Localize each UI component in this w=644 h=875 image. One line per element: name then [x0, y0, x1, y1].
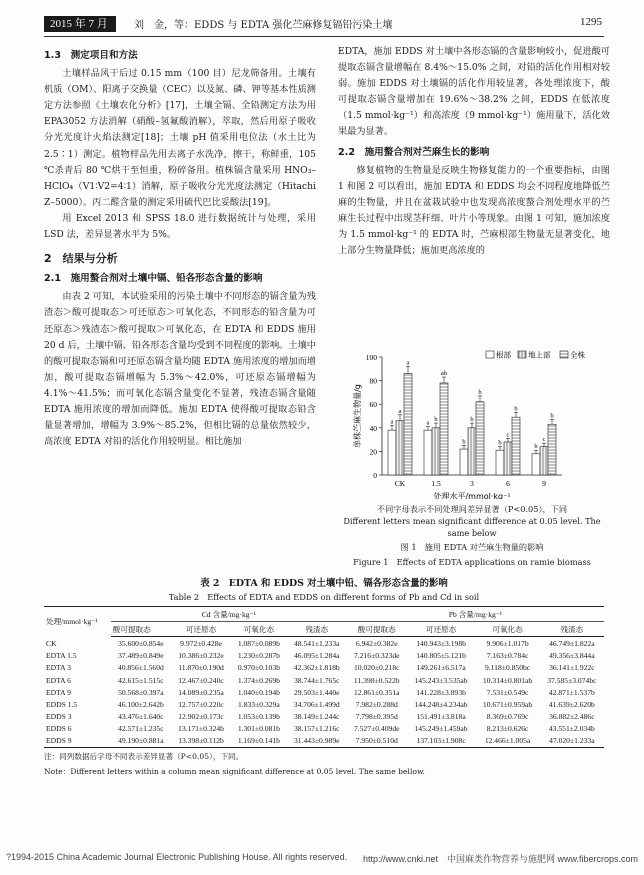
table-cell: 37.585±3.074bc — [547, 675, 597, 685]
section-2-heading: 2 结果与分析 — [44, 252, 118, 266]
left-column — [44, 44, 316, 450]
table-row — [44, 723, 604, 735]
page-header — [0, 12, 644, 38]
significance-letter: b — [550, 412, 554, 420]
table-cell: 35.600±0.854e — [118, 638, 164, 648]
table-cell: EDTA 9 — [46, 687, 71, 697]
subcol-header: 残渣态 — [540, 622, 604, 637]
right-column — [338, 44, 610, 259]
subcol-header: 可氧化态 — [475, 622, 539, 637]
issue-date-box: 2015 年 7 月 — [44, 16, 116, 32]
bar-2 — [476, 402, 484, 475]
table-row — [44, 637, 604, 650]
table-cell: 8.213±0.626c — [486, 724, 529, 734]
table-cell: 49.190±0.881a — [111, 735, 171, 748]
table-cell: 43.476±1.640c — [118, 712, 164, 722]
table-cell: 1.087±0.089b — [237, 638, 280, 648]
x-tick-label: CK — [394, 479, 406, 488]
table-cell: EDDS 1.5 — [46, 699, 78, 709]
table-cell: 42.871±1.537b — [548, 687, 595, 697]
table-cell: 10.386±0.232e — [178, 651, 224, 661]
table-cell: EDDS 3 — [46, 712, 72, 722]
table-cell: 140.943±3.198b — [416, 638, 466, 648]
bar-1 — [540, 447, 548, 475]
table-cell: 12.757±0.220c — [178, 699, 224, 709]
table-cell: 9.118±0.850bc — [484, 663, 531, 673]
table-cell: 1.374±0.269b — [237, 675, 280, 685]
y-tick-label: 80 — [369, 376, 377, 386]
table-cell: 13.171±0.324b — [178, 724, 224, 734]
table-cell: CK — [46, 638, 57, 648]
table-cell: 145.243±3.535ab — [414, 675, 468, 685]
significance-letter: a — [390, 418, 394, 426]
figure-note-en: Different letters mean significant difference at 0.05 level. The same below — [343, 516, 601, 538]
page-footer — [6, 852, 638, 862]
y-tick-label: 100 — [365, 353, 377, 362]
table-row — [44, 662, 604, 674]
table-cell: 43.551±2.034b — [548, 724, 595, 734]
significance-letter: b — [478, 388, 482, 396]
y-tick-label: 0 — [373, 471, 377, 480]
bar-1 — [432, 428, 440, 475]
significance-letter: c — [506, 431, 510, 439]
table-cell: 41.639±2.620b — [548, 699, 595, 709]
table-cell: 37.489±0.849e — [118, 651, 164, 661]
bar-0 — [424, 430, 432, 475]
table-cell: 1.040±0.194b — [237, 687, 280, 697]
significance-letter: a — [398, 407, 402, 415]
bar-2 — [512, 417, 520, 475]
table-cell: 137.103±1.908c — [407, 735, 476, 748]
bar-0 — [388, 430, 396, 475]
significance-letter: a — [426, 419, 430, 427]
table-cell: 48.541±1.233a — [293, 638, 340, 648]
table-title-en: Table 2 Effects of EDTA and EDDS on different forms of Pb and Cd in soil — [168, 592, 480, 602]
x-tick-label: 9 — [542, 479, 546, 488]
figure-1 — [338, 347, 606, 572]
y-tick-label: 60 — [369, 400, 377, 410]
data-table — [44, 606, 604, 748]
table-cell: EDTA 6 — [46, 675, 71, 685]
table-cell: 13.398±0.112b — [171, 735, 231, 748]
table-row — [44, 711, 604, 723]
results-continued-paragraph: EDTA，施加 EDDS 对土壤中各形态镉的含量影响较小，促进酸可提取态镉含量增幅在 8.4%～15.0% 之间，对铅的活化作用相对较弱。施加 EDDS 对土壤镉的活化作用较显著，各处理浓度下，酸可提取态镉含量增加在 19.6%～38.2% 之间，EDDS 在低浓度（1.5 mmol·kg⁻¹）和高浓度（9 mmol·kg⁻¹）施用量下，活化效果最为显著。 — [338, 46, 610, 138]
table-cell: 149.261±6.517a — [416, 663, 466, 673]
bar-1 — [504, 442, 512, 475]
table-cell: 38.149±1.244c — [293, 712, 340, 722]
figure-caption-en: Figure 1 Effects of EDTA applications on ramie biomass — [353, 557, 591, 567]
legend-swatch — [518, 351, 526, 358]
table-cell: 38.157±1.216c — [293, 724, 340, 734]
subcol-header: 可还原态 — [171, 622, 231, 637]
table-cell: 40.856±1.560d — [117, 663, 164, 673]
bar-1 — [468, 428, 476, 475]
table-cell: 1.833±0.329a — [238, 699, 280, 709]
table-cell: EDTA 1.5 — [46, 651, 77, 661]
table-cell: 144.248±4.234ab — [414, 699, 468, 709]
bar-2 — [404, 374, 412, 475]
table-cell: 145.249±1.459ab — [414, 724, 468, 734]
table-cell: EDDS 9 — [44, 735, 111, 748]
table-row — [44, 735, 604, 748]
table-cell: 10.314±0.801ab — [482, 675, 533, 685]
table-cell: 12.466±1.005a — [475, 735, 539, 748]
bar-2 — [548, 424, 556, 475]
x-tick-label: 3 — [470, 479, 474, 488]
table-cell: 1.301±0.081b — [237, 724, 280, 734]
figure-caption-cn: 图 1 施用 EDTA 对苎麻生物量的影响 — [400, 542, 544, 552]
table-cell: 31.443±0.989e — [287, 735, 347, 748]
copyright-text: ?1994-2015 China Academic Journal Electronic Publishing House. All rights reserved. — [6, 852, 348, 862]
legend-swatch — [560, 351, 568, 358]
table-cell: 49.356±3.844a — [549, 651, 595, 661]
subcol-header: 残渣态 — [287, 622, 347, 637]
header-rule — [44, 36, 604, 37]
biomass-paragraph: 修复植物的生物量是反映生物修复能力的一个重要指标，由图 1 和图 2 可以看出，施加 EDTA 和 EDDS 均会不同程度地降低苎麻的生物量，并且在盆栽试验中也发现高浓度螯合剂处理水平的苎麻生长过程中出现茎秆细、叶片小等现象。由图 1 可知，施加浓度为 1.5 mmol·kg⁻¹ 的 EDTA 时，苎麻根部生物量无显著变化，地上部分生物量降低；施加更高浓度的 — [338, 164, 610, 257]
table-cell: 14.089±0.235a — [178, 687, 224, 697]
subcol-header: 酸可提取态 — [347, 622, 407, 637]
bar-0 — [460, 449, 468, 475]
x-tick-label: 6 — [506, 479, 510, 488]
subcol-header: 可还原态 — [407, 622, 476, 637]
legend-label: 根部 — [496, 350, 511, 360]
legend-label: 地上部 — [528, 350, 551, 360]
table-cell: 42.362±1.818b — [293, 663, 340, 673]
table-cell: 11.398±0.522b — [353, 675, 400, 685]
table-cell: 46.749±1.822a — [549, 638, 595, 648]
table-cell: 7.216±0.323de — [353, 651, 400, 661]
footer-url: http://www.cnki.net 中国麻类作物营养与施肥网 www.fibercrops.com — [362, 854, 638, 864]
table-cell: 36.141±1.922c — [549, 663, 595, 673]
significance-letter: b — [514, 405, 518, 413]
pb-group-header: Pb 含量/mg·kg⁻¹ — [347, 607, 604, 622]
table-cell: 29.503±1.440e — [293, 687, 340, 697]
table-cell: 7.950±0.510d — [347, 735, 407, 748]
significance-letter: b — [462, 438, 466, 446]
table-cell: 1.053±0.139b — [237, 712, 280, 722]
table-cell: 47.020±1.233a — [540, 735, 604, 748]
table-cell: 9.906±1.017b — [486, 638, 529, 648]
table-note-en: Note：Different letters within a column mean significant difference at 0.05 level. The same bellow. — [44, 767, 425, 777]
table-cell: EDDS 6 — [46, 724, 72, 734]
table-cell: 12.861±0.351a — [353, 687, 400, 697]
table-cell: 11.870±0.190d — [178, 663, 224, 673]
table-cell: 141.228±3.893b — [416, 687, 466, 697]
table-cell: 151.491±3.818a — [416, 712, 466, 722]
biomass-bar-chart — [338, 347, 606, 499]
significance-letter: b — [470, 416, 474, 424]
table-note-cn: 注：同列数据后字母不同表示差异显著（P<0.05），下同。 — [44, 752, 244, 762]
table-cell: 10.020±0.218c — [353, 663, 400, 673]
x-tick-label: 1.5 — [431, 479, 441, 488]
y-tick-label: 40 — [369, 423, 377, 433]
table-cell: 42.615±1.515c — [118, 675, 164, 685]
table-row — [44, 686, 604, 698]
table-cell: 0.970±0.103b — [237, 663, 280, 673]
table-title-cn: 表 2 EDTA 和 EDDS 对土壤中铅、镉各形态含量的影响 — [200, 578, 448, 589]
bar-0 — [532, 454, 540, 475]
table-cell: 1.230±0.287b — [237, 651, 280, 661]
cd-group-header: Cd 含量/mg·kg⁻¹ — [111, 607, 347, 622]
table-cell: 46.100±2.642b — [117, 699, 164, 709]
legend-label: 全株 — [570, 350, 585, 360]
table-cell: 9.972±0.428e — [180, 638, 222, 648]
table-cell: EDTA 3 — [46, 663, 71, 673]
table-cell: 10.671±0.959ab — [482, 699, 533, 709]
legend-swatch — [486, 351, 494, 358]
table-cell: 7.982±0.288d — [355, 699, 398, 709]
figure-note-cn: 不同字母表示不同处理间差异显著（P<0.05），下同 — [376, 504, 568, 514]
subcol-header: 酸可提取态 — [111, 622, 171, 637]
bar-2 — [440, 383, 448, 475]
table-cell: 34.706±1.499d — [293, 699, 340, 709]
statistics-paragraph: 用 Excel 2013 和 SPSS 18.0 进行数据统计与处理，采用 LSD 法，差异显著水平为 5%。 — [44, 212, 316, 241]
table-cell: 46.095±1.284a — [293, 651, 340, 661]
significance-letter: b — [498, 439, 502, 447]
table-cell: 8.369±0.769c — [486, 712, 529, 722]
results-paragraph: 由表 2 可知，本试验采用的污染土壤中不同形态的镉含量为残渣态＞酸可提取态＞可还原态＞可氧化态，不同形态的铅含量为可还原态＞残渣态＞酸可提取＞可氧化态，在 EDTA 和 EDDS 施用 20 d 后，土壤中镉、铅各形态含量均受到不同程度的影响。土壤中的酸可提取态镉和可还原态镉含量均随 EDTA 施用浓度的增加而增加，酸可提取态镉增幅为 5.3%～42.0%，可还原态镉增幅为 4.1%～41.5%；而可氧化态镉含量变化不显著，残渣态镉含量随 EDTA 施用浓度的增加而降低。施加 EDTA 使得酸可提取态铅含量显著增加，增幅为 3.9%～85.2%，但相比镉的总量依然较少，高浓度 EDTA 对铅的活化作用较明显。相比施加 — [44, 291, 316, 448]
section-1-3-heading: 1.3 测定项目和方法 — [44, 50, 138, 61]
running-title: 刘 金，等：EDDS 与 EDTA 强化苎麻修复镉铅污染土壤 — [134, 20, 393, 31]
bar-1 — [396, 421, 404, 475]
table-cell: 7.163±0.784c — [486, 651, 529, 661]
table-cell: 7.531±0.549c — [486, 687, 529, 697]
table-cell: 50.568±0.397a — [118, 687, 164, 697]
table-cell: 7.527±0.409de — [353, 724, 400, 734]
table-cell: 7.798±0.395d — [355, 712, 398, 722]
table-cell: 42.571±1.235c — [118, 724, 164, 734]
table-row — [44, 650, 604, 662]
table-cell: 36.882±2.486c — [549, 712, 595, 722]
significance-letter: b — [434, 416, 438, 424]
table-cell: 12.467±0.240c — [178, 675, 224, 685]
table-2 — [44, 577, 604, 778]
table-row — [44, 674, 604, 686]
table-cell: 6.942±0.382e — [355, 638, 398, 648]
significance-letter: c — [542, 436, 546, 444]
y-tick-label: 20 — [369, 447, 377, 457]
section-2-2-heading: 2.2 施用螯合剂对苎麻生长的影响 — [338, 146, 490, 158]
section-2-1-heading: 2.1 施用螯合剂对土壤中镉、铅各形态含量的影响 — [44, 273, 263, 285]
table-cell: 1.169±0.141b — [231, 735, 287, 748]
page-number: 1295 — [580, 16, 602, 28]
treatment-header: 处理/mmol·kg⁻¹ — [44, 607, 111, 637]
significance-letter: b — [534, 443, 538, 451]
y-axis-label: 单株苎麻生物量/g — [353, 384, 362, 448]
subcol-header: 可氧化态 — [231, 622, 287, 637]
table-cell: 12.902±0.173c — [178, 712, 224, 722]
significance-letter: ab — [440, 370, 448, 378]
table-cell: 38.744±1.765c — [293, 675, 340, 685]
x-axis-label: 处理水平/mmol·kg⁻¹ — [433, 492, 511, 499]
methods-paragraph: 土壤样品风干后过 0.15 mm（100 目）尼龙筛备用。土壤有机质（OM）、阳离子交换量（CEC）以及氮、磷、钾等基本性质测定方法参照《土壤农化分析》[17]，土壤全镉、全铅测定方法为用 EPA3052 方法消解（硝酸–氢氟酸消解），萃取，然后用原子吸收分光光度计火焰法测定[18]；土壤 pH 值采用电位法（水土比为 2.5∶1）测定。植物样品先用去离子水洗净，擦干，称鲜重，105 ℃杀青后 80 ℃烘干至恒重，粉碎备用。植株镉含量采用 HNO₃–HClO₄（V1∶V2=4∶1）消解，原子吸收分光光度法测定（Hitachi Z–5000）。丙二醛含量的测定采用硫代巴比妥酸法[19]。 — [44, 68, 316, 208]
table-cell: 140.805±5.121b — [416, 651, 466, 661]
table-row — [44, 698, 604, 710]
significance-letter: a — [406, 359, 410, 367]
bar-0 — [496, 450, 504, 475]
